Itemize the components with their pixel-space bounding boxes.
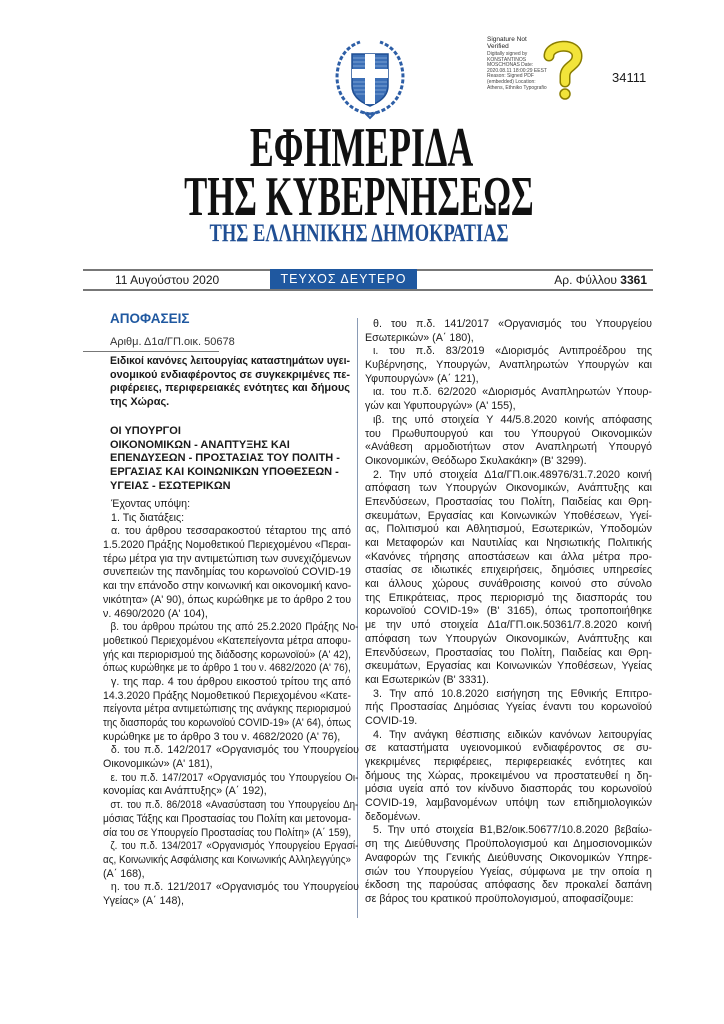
digital-signature-stamp[interactable] (487, 36, 587, 102)
text-line: ση της Διεύθυνσης Προϋπολογισμού και Δημοσιονομικών (365, 838, 652, 851)
text-line: «Κανόνες τήρησης αποστάσεων και άλλα μέτρα προ- (365, 550, 652, 563)
title-text: ΕΦΗΜΕΡΙΔΑ (250, 117, 474, 179)
text-line: απόφαση των Υπουργών Οικονομικών, Ανάπτυξης και (365, 482, 652, 495)
ministers-line: ΥΓΕΙΑΣ - ΕΣΩΤΕΡΙΚΩΝ (110, 479, 231, 492)
gazette-title-line1 (0, 117, 724, 179)
issue-date: 11 Αυγούστου 2020 (115, 273, 220, 287)
text-line: ν. 4690/2020 (Α' 104), (103, 607, 208, 620)
text-line: 1.5.2020 Πράξης Νομοθετικού Περιεχομένου «Περαι- (103, 539, 352, 552)
text-line: Υφυπουργών» (Α΄ 121), (365, 372, 479, 385)
column-divider (357, 318, 358, 918)
text-line: και Μεταφορών και Ναυτιλίας και Νησιωτικής Πολιτικής (365, 537, 652, 549)
text-line: ιβ. της υπό στοιχεία Υ 44/5.8.2020 κοινής απόφασης (373, 413, 652, 426)
text-line: Κυβέρνησης, Υπουργών, Αναπληρωτών Υπουργών και (365, 359, 652, 372)
text-line: 5. Την υπό στοιχεία Β1,Β2/οικ.50677/10.8.2020 βεβαίω- (373, 824, 652, 837)
text-line: Έχοντας υπόψη: (111, 498, 191, 510)
section-heading: ΑΠΟΦΑΣΕΙΣ (110, 311, 190, 326)
sheet-number (554, 273, 647, 287)
text-line: του Πρωθυπουργού και του Υπουργού Οικονομικών (365, 427, 652, 440)
text-line: 1. Τις διατάξεις: (111, 511, 185, 524)
text-line: μόσιας Τάξης και Προστασίας του Πολίτη και μετονομα- (103, 812, 352, 825)
paragraph (365, 469, 652, 688)
paragraph (103, 621, 359, 676)
paragraph (103, 512, 351, 526)
signature-text (487, 36, 547, 91)
text-line: ια. του π.δ. 62/2020 «Διορισμός Αναπληρωτών Υπουρ- (373, 386, 652, 399)
text-line: και Εσωτερικών (Β' 3331). (365, 673, 489, 686)
paragraph (365, 688, 652, 729)
text-line: Εσωτερικών» (Α΄ 180), (365, 331, 474, 344)
text-line: γκεκριμένες περιφέρειες, περιφερειακές ενότητες και (365, 756, 652, 768)
paragraph (103, 881, 359, 908)
decision-number-underline (83, 351, 219, 352)
text-line: 4. Την ανάγκη θέσπισης ειδικών κανόνων λειτουργίας (373, 728, 652, 741)
text-line: σκευμάτων, Εργασίας και Κοινωνικών Υποθέσεων, Υγείας (365, 660, 652, 673)
title-text: ΤΗΣ ΚΥΒΕΡΝΗΣΕΩΣ (184, 166, 534, 228)
text-line: μοθετικού Περιεχομένου «Κατεπείγοντα μέτρα αποφυ- (103, 634, 352, 647)
text-line: κονομίας και Ανάπτυξης» (Α΄ 192), (103, 785, 267, 798)
text-line: πείγοντα μέτρα αντιμετώπισης της ανάγκης περιορισμού (103, 703, 351, 716)
text-line: και άλλους χώρους συνάθροισης κοινού στο σύνολο (365, 578, 652, 591)
signature-details: Digitally signed by KONSTANTINOS MOSCHONAS Date: 2020.08.11 18:00:29 EEST Reason: Signed PDF (embedded) Location: Athens, Ethniko Typografio (487, 51, 547, 91)
paragraph (103, 744, 359, 771)
text-line: γ. της παρ. 4 του άρθρου εικοστού τρίτου της από (111, 675, 351, 688)
text-line: ας, Κοινωνικής Ασφάλισης και Κοινωνικής Αλληλεγγύης» (103, 853, 352, 866)
text-line: COVID-19. (365, 714, 418, 727)
text-line: σε καταστήματα υγειονομικού ενδιαφέροντος σε συ- (365, 742, 652, 755)
text-line: γής και περιορισμού της διάδοσης κορωνοϊού» (Α' 42), (103, 648, 352, 661)
paragraph (365, 729, 652, 825)
text-line: κυρώθηκε με το άρθρο 3 του ν. 4682/2020 (Α' 76), (103, 730, 341, 743)
decision-title-line: ονομικού ενδιαφέροντος σε συγκεκριμένες πε- (110, 368, 350, 381)
paragraph (103, 498, 351, 512)
right-text-column (365, 318, 652, 907)
paragraph (103, 771, 359, 799)
paragraph (365, 318, 652, 345)
text-line: (Α΄ 168), (103, 867, 145, 880)
ministers-line: ΟΙΚΟΝΟΜΙΚΩΝ - ΑΝΑΠΤΥΞΗΣ ΚΑΙ (110, 438, 290, 451)
paragraph (365, 345, 652, 386)
text-line: νικότητα» (Α' 90), όπως κυρώθηκε με το άρθρο 2 του (103, 593, 352, 606)
sheet-label: Αρ. Φύλλου (554, 273, 617, 287)
text-line: η. του π.δ. 121/2017 «Οργανισμός του Υπουργείου (110, 881, 359, 894)
text-line: ας, Πολιτισμού και Αθλητισμού, Εσωτερικών, Υποδομών (365, 523, 652, 536)
subtitle-text: ΤΗΣ ΕΛΛΗΝΙΚΗΣ ΔΗΜΟΚΡΑΤΙΑΣ (209, 220, 509, 247)
text-line: α. του άρθρου τεσσαρακοστού τέταρτου της από (111, 525, 351, 538)
text-line: Οικονομικών, Θεόδωρο Σκυλακάκη» (Β' 3299). (365, 454, 587, 467)
gazette-title-line2 (0, 166, 721, 228)
decision-title-line: της Χώρας. (110, 396, 170, 409)
text-line: όπως κυρώθηκε με το άρθρο 1 του ν. 4682/2020 (Α' 76), (103, 662, 351, 675)
ministers-line: ΕΠΕΝΔΥΣΕΩΝ - ΠΡΟΣΤΑΣΙΑΣ ΤΟΥ ΠΟΛΙΤΗ - (110, 452, 340, 465)
text-line: με την υπό στοιχεία Δ1α/ΓΠ.οικ.50361/7.8.2020 κοινή (365, 619, 652, 632)
text-line: β. του άρθρου πρώτου της από 25.2.2020 Πράξης Νο- (110, 621, 359, 634)
text-line: Οικονομικών» (Α' 181), (103, 758, 213, 771)
text-line: έκδοση της παρούσας απόφασης δεν προκαλεί δαπάνη (365, 879, 652, 892)
text-line: 14.3.2020 Πράξης Νομοθετικού Περιεχομένου «Κατε- (103, 689, 352, 702)
paragraph (103, 676, 351, 744)
text-line: 2. Την υπό στοιχεία Δ1α/ΓΠ.οικ.48976/31.7.2020 κοινή (373, 468, 652, 481)
paragraph (365, 386, 652, 413)
text-line: Επενδύσεων, Προστασίας του Πολίτη, Παιδείας και Θρη- (365, 495, 652, 508)
paragraph (365, 824, 652, 906)
text-line: στασίας σε ιδιωτικές επιχειρήσεις, δημόσιες υπηρεσίες (365, 564, 652, 577)
text-line: της διασποράς του κορωνοϊού COVID-19» (Α' 64), όπως (103, 717, 352, 729)
text-line: της Επικράτειας, προς περιορισμό της διασποράς του (365, 591, 652, 604)
text-line: ε. του π.δ. 147/2017 «Οργανισμός του Υπουργείου Οι- (110, 771, 359, 784)
signature-status: Signature Not Verified (487, 36, 527, 50)
paragraph (103, 799, 359, 840)
text-line: ζ. του π.δ. 134/2017 «Οργανισμός Υπουργείου Εργασί- (110, 840, 359, 853)
text-line: δήμους της Χώρας, προκειμένου να προστατευθεί η δη- (365, 769, 652, 782)
paragraph (365, 414, 652, 469)
text-line: σιών του Υπουργείου Υγείας, σύμφωνα με την οποία η (365, 865, 652, 878)
text-line: τέρω μέτρα για την αντιμετώπιση των συνεχιζόμενων (103, 552, 351, 565)
text-line: σκευμάτων, Εργασίας και Κοινωνικών Υποθέσεων, Υγεί- (365, 509, 652, 522)
decision-title-line: Ειδικοί κανόνες λειτουργίας καταστημάτων υγει- (110, 355, 351, 367)
decision-title-line: ριφέρειες, περιφερειακές ενότητες και δήμους (110, 382, 350, 395)
ministers-line: ΕΡΓΑΣΙΑΣ ΚΑΙ ΚΟΙΝΩΝΙΚΩΝ ΥΠΟΘΕΣΕΩΝ - (110, 466, 339, 479)
decision-title (110, 355, 350, 410)
text-line: θ. του π.δ. 141/2017 «Οργανισμός του Υπουργείου (373, 318, 652, 330)
text-line: στ. του π.δ. 86/2018 «Ανασύσταση του Υπουργείου Δη- (110, 799, 359, 812)
paragraph (103, 525, 351, 621)
text-line: κορωνοϊού COVID-19» (Β' 3165), όπως τροποποιήθηκε (365, 605, 652, 618)
text-line: σε βάρος του κρατικού προϋπολογισμού, αποφασίζουμε: (365, 892, 634, 905)
sheet-number-value: 3361 (620, 273, 647, 287)
text-line: COVID-19, λαμβανομένων υπόψη των επιδημιολογικών (365, 797, 652, 810)
issuing-ministers (110, 425, 350, 493)
gazette-subtitle (0, 222, 721, 246)
decision-number: Αριθμ. Δ1α/ΓΠ.οικ. 50678 (110, 336, 235, 348)
text-line: Αναφορών της Γενικής Διεύθυνσης Οικονομικών Υπηρε- (365, 851, 652, 864)
text-line: συνεπειών της πανδημίας του κορωνοϊού COVID-19 (103, 566, 351, 579)
issue-type-badge: ΤΕΥΧΟΣ ΔΕΥΤΕΡΟ (270, 269, 417, 289)
text-line: σία του σε Υπουργείο Προστασίας του Πολίτη» (Α΄ 159), (103, 826, 352, 839)
ministers-line: ΟΙ ΥΠΟΥΡΓΟΙ (110, 425, 181, 437)
text-line: Επενδύσεων, Προστασίας του Πολίτη, Παιδείας και Θρη- (365, 646, 652, 659)
text-line: μόσια υγεία από τον κίνδυνο διασποράς του κορωνοϊού (365, 783, 652, 796)
issue-info-bar (83, 269, 653, 291)
text-line: Υγείας» (Α΄ 148), (103, 894, 184, 907)
text-line: ι. του π.δ. 83/2019 «Διορισμός Αντιπροέδρου της (373, 345, 652, 358)
greek-coat-of-arms-emblem (330, 38, 410, 120)
text-line: και την επάνοδο στην κοινωνική και οικονομική κανο- (103, 580, 352, 593)
text-line: πής Προστασίας Δημόσιας Υγείας έναντι του κορωνοϊού (365, 701, 652, 714)
paragraph (103, 840, 359, 881)
text-line: γών και Υφυπουργών» (Α' 155), (365, 400, 516, 413)
text-line: απόφαση των Υπουργών Οικονομικών, Ανάπτυξης και (365, 632, 652, 645)
text-line: 3. Την από 10.8.2020 εισήγηση της Εθνικής Επιτρο- (373, 687, 652, 700)
text-line: δ. του π.δ. 142/2017 «Οργανισμός του Υπουργείου (110, 744, 359, 757)
text-line: δεδομένων. (365, 810, 421, 823)
page-number: 34111 (612, 70, 647, 85)
left-text-column (103, 498, 359, 909)
text-line: «Ανάθεση αρμοδιοτήτων στον Αναπληρωτή Υπουργό (365, 441, 652, 454)
